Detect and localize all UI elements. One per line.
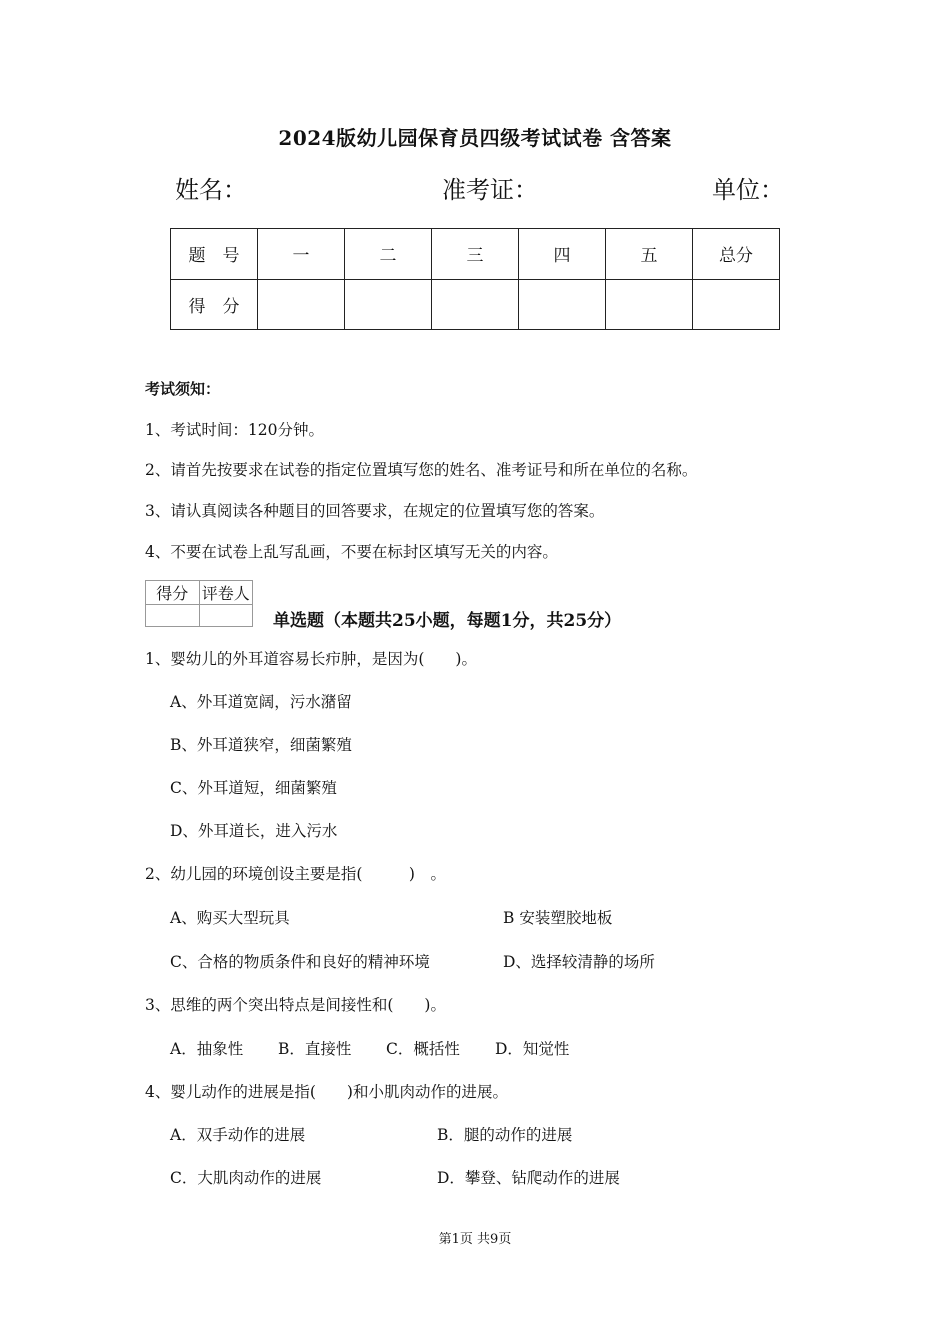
score-cell xyxy=(606,279,693,330)
question-option: D．攀登、钻爬动作的进展 xyxy=(437,1169,620,1187)
question-option: B．腿的动作的进展 xyxy=(437,1126,573,1144)
grader-box xyxy=(145,580,253,627)
score-row-label: 得 分 xyxy=(171,279,258,330)
question-option: D、外耳道长，进入污水 xyxy=(170,822,338,840)
score-table-header-row xyxy=(171,229,780,280)
question-stem: 1、婴幼儿的外耳道容易长疖肿，是因为( )。 xyxy=(145,650,477,668)
notice-item: 1、考试时间：120分钟。 xyxy=(145,421,324,439)
score-cell xyxy=(519,279,606,330)
question-option: C．概括性 xyxy=(386,1040,460,1058)
score-header-cell: 四 xyxy=(519,229,606,280)
score-header-cell: 三 xyxy=(432,229,519,280)
page-footer: 第1页 共9页 xyxy=(438,1232,512,1247)
notice-item: 2、请首先按要求在试卷的指定位置填写您的姓名、准考证号和所在单位的名称。 xyxy=(145,461,698,479)
grader-score-cell xyxy=(146,605,200,627)
notice-item: 3、请认真阅读各种题目的回答要求，在规定的位置填写您的答案。 xyxy=(145,502,605,520)
score-table-score-row xyxy=(171,279,780,330)
question-option: B．直接性 xyxy=(278,1040,352,1058)
score-header-cell: 五 xyxy=(606,229,693,280)
question-option: A．双手动作的进展 xyxy=(170,1126,306,1144)
question-option: D．知觉性 xyxy=(495,1040,570,1058)
name-label: 姓名： xyxy=(175,176,247,204)
question-option: A、外耳道宽阔，污水潴留 xyxy=(170,693,352,711)
grader-score-label: 得分 xyxy=(146,581,200,605)
section-title: 单选题（本题共25小题，每题1分，共25分） xyxy=(273,611,622,631)
score-header-cell: 总分 xyxy=(693,229,780,280)
question-option: C．大肌肉动作的进展 xyxy=(170,1169,322,1187)
grader-reviewer-label: 评卷人 xyxy=(199,581,253,605)
unit-label: 单位： xyxy=(712,176,784,204)
score-header-cell: 一 xyxy=(258,229,345,280)
score-cell xyxy=(693,279,780,330)
score-table xyxy=(170,228,780,330)
question-stem: 3、思维的两个突出特点是间接性和( )。 xyxy=(145,996,446,1014)
question-option: A、购买大型玩具 xyxy=(170,909,290,927)
score-header-cell: 题 号 xyxy=(171,229,258,280)
question-option: A．抽象性 xyxy=(170,1040,244,1058)
score-cell xyxy=(432,279,519,330)
question-option: C、外耳道短，细菌繁殖 xyxy=(170,779,337,797)
document-title: 2024版幼儿园保育员四级考试试卷 含答案 xyxy=(278,126,672,150)
grader-reviewer-cell xyxy=(199,605,253,627)
notice-title: 考试须知： xyxy=(145,380,221,398)
score-header-cell: 二 xyxy=(345,229,432,280)
question-option: D、选择较清静的场所 xyxy=(503,953,655,971)
score-cell xyxy=(258,279,345,330)
question-stem: 2、幼儿园的环境创设主要是指( ) 。 xyxy=(145,865,446,883)
question-option: B、外耳道狭窄，细菌繁殖 xyxy=(170,736,352,754)
question-option: B 安装塑胶地板 xyxy=(503,909,613,927)
score-cell xyxy=(345,279,432,330)
question-stem: 4、婴儿动作的进展是指( )和小肌肉动作的进展。 xyxy=(145,1083,508,1101)
question-option: C、合格的物质条件和良好的精神环境 xyxy=(170,953,430,971)
notice-item: 4、不要在试卷上乱写乱画，不要在标封区填写无关的内容。 xyxy=(145,543,558,561)
exam-id-label: 准考证： xyxy=(442,176,538,204)
